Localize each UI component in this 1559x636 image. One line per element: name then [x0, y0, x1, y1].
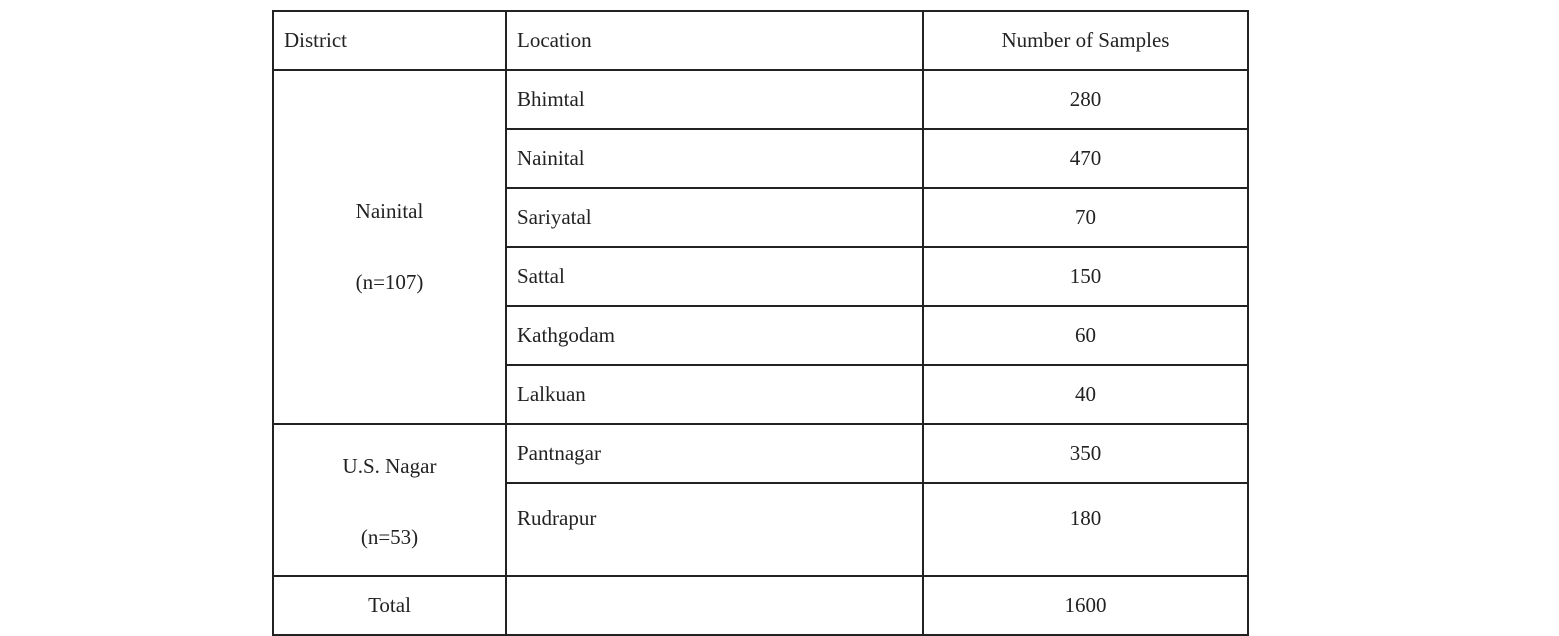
location-cell: Sattal	[506, 247, 923, 306]
samples-cell: 280	[923, 70, 1248, 129]
samples-cell: 40	[923, 365, 1248, 424]
total-location-cell	[506, 576, 923, 635]
location-cell: Nainital	[506, 129, 923, 188]
location-cell: Bhimtal	[506, 70, 923, 129]
district-name: U.S. Nagar	[342, 454, 437, 478]
district-count: (n=53)	[360, 525, 419, 549]
samples-cell: 60	[923, 306, 1248, 365]
district-cell-us-nagar	[273, 424, 506, 576]
samples-cell: 150	[923, 247, 1248, 306]
total-label: Total	[273, 576, 506, 635]
district-cell-nainital	[273, 70, 506, 424]
district-count: (n=107)	[355, 270, 424, 294]
table-total-row	[273, 576, 1248, 635]
samples-cell: 470	[923, 129, 1248, 188]
header-number-of-samples: Number of Samples	[923, 11, 1248, 70]
table-row	[273, 424, 1248, 483]
location-cell: Sariyatal	[506, 188, 923, 247]
samples-cell: 180	[923, 483, 1248, 576]
total-samples: 1600	[923, 576, 1248, 635]
district-name: Nainital	[355, 199, 424, 223]
table-row	[273, 70, 1248, 129]
location-cell: Rudrapur	[506, 483, 923, 576]
samples-cell: 350	[923, 424, 1248, 483]
samples-table	[272, 10, 1249, 636]
samples-cell: 70	[923, 188, 1248, 247]
location-cell: Kathgodam	[506, 306, 923, 365]
location-cell: Pantnagar	[506, 424, 923, 483]
table-header-row	[273, 11, 1248, 70]
location-cell: Lalkuan	[506, 365, 923, 424]
header-location: Location	[506, 11, 923, 70]
header-district: District	[273, 11, 506, 70]
